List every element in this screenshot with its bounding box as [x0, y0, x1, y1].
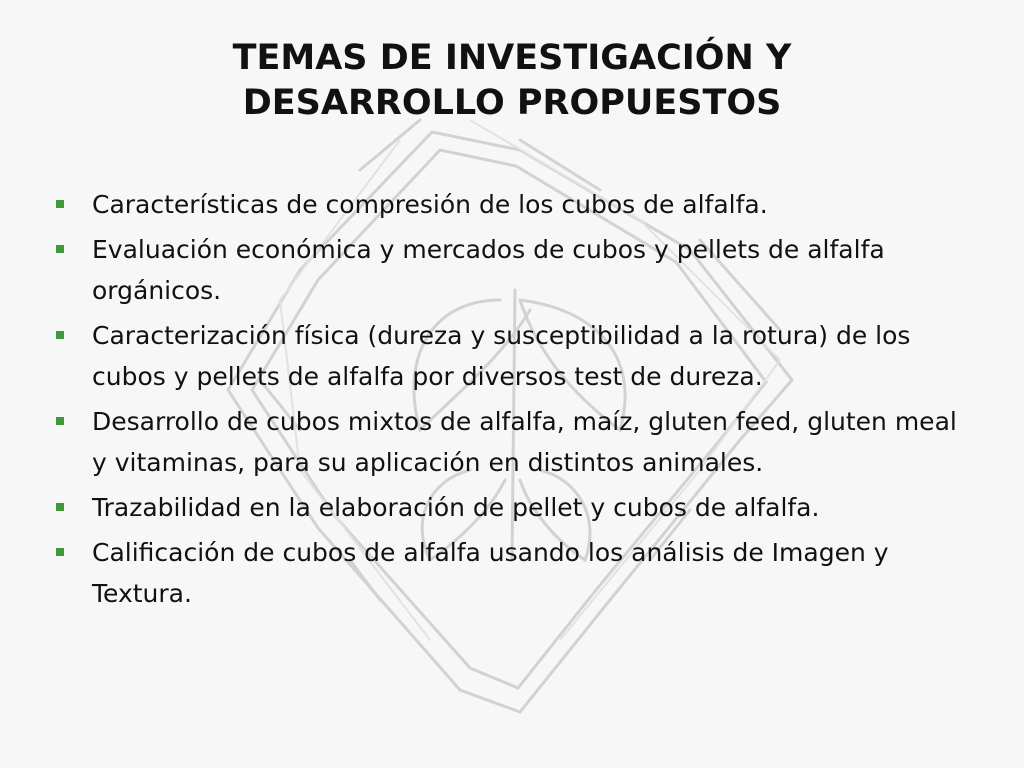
square-bullet-icon	[56, 548, 64, 556]
bullet-text: Evaluación económica y mercados de cubos y pellets de alfalfa orgánicos.	[92, 235, 885, 305]
title-line-2: DESARROLLO PROPUESTOS	[242, 83, 782, 123]
bullet-text: Trazabilidad en la elaboración de pellet y cubos de alfalfa.	[92, 493, 820, 522]
title-line-1: TEMAS DE INVESTIGACIÓN Y	[232, 38, 792, 78]
bullet-text: Caracterización física (dureza y susceptibilidad a la rotura) de los cubos y pellets de alfalfa por diversos test de dureza.	[92, 321, 911, 391]
square-bullet-icon	[56, 200, 64, 208]
square-bullet-icon	[56, 331, 64, 339]
bullet-item	[53, 229, 973, 311]
bullet-list	[53, 184, 973, 618]
bullet-item	[53, 401, 973, 483]
slide-title	[0, 36, 1024, 126]
square-bullet-icon	[56, 503, 64, 511]
bullet-item	[53, 315, 973, 397]
bullet-text: Características de compresión de los cubos de alfalfa.	[92, 190, 768, 219]
bullet-text: Desarrollo de cubos mixtos de alfalfa, maíz, gluten feed, gluten meal y vitaminas, para su aplicación en distintos animales.	[92, 407, 957, 477]
bullet-item	[53, 532, 973, 614]
square-bullet-icon	[56, 417, 64, 425]
bullet-text: Calificación de cubos de alfalfa usando los análisis de Imagen y Textura.	[92, 538, 889, 608]
bullet-item	[53, 487, 973, 528]
square-bullet-icon	[56, 245, 64, 253]
bullet-item	[53, 184, 973, 225]
